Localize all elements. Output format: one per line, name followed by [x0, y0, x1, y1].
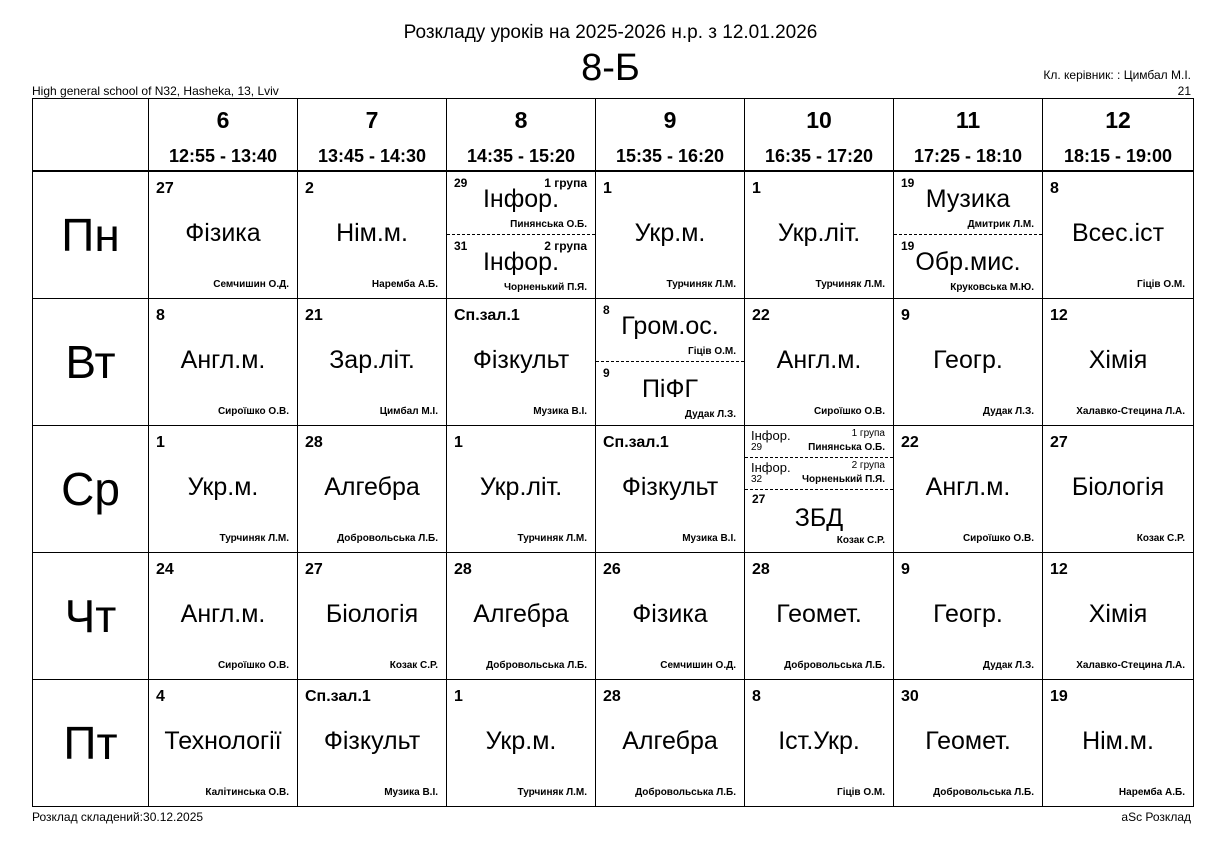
- lesson: [447, 680, 595, 806]
- room-number: 2: [305, 180, 314, 197]
- split-lesson: [894, 235, 1042, 297]
- subject: Алгебра: [473, 600, 569, 628]
- lesson-cell: [1043, 299, 1194, 426]
- subject: Інфор.: [482, 248, 560, 276]
- lesson-cell: [894, 299, 1043, 426]
- teacher-name: Турчиняк Л.М.: [517, 787, 587, 798]
- period-number: 9: [663, 107, 677, 133]
- room-number: 27: [1050, 434, 1068, 451]
- teacher-name: Гіців О.М.: [837, 787, 885, 798]
- lesson-cell: [894, 680, 1043, 807]
- subject: Обр.мис.: [915, 248, 1021, 276]
- split-lesson: [894, 172, 1042, 235]
- teacher-name: Наремба А.Б.: [1118, 787, 1185, 798]
- teacher-name: Дмитрик Л.М.: [967, 219, 1034, 230]
- teacher-name: Козак С.Р.: [389, 660, 438, 671]
- subject: Фізика: [632, 600, 708, 628]
- room-number: 27: [752, 492, 766, 506]
- teacher-name: Музика В.І.: [384, 787, 438, 798]
- subject: Укр.м.: [634, 219, 706, 247]
- subject: Укр.м.: [485, 727, 557, 755]
- lesson: [596, 299, 744, 425]
- teacher-name: Сироїшко О.В.: [962, 533, 1034, 544]
- subject: Англ.м.: [925, 473, 1011, 501]
- lesson: [447, 172, 595, 298]
- lesson-cell: [894, 553, 1043, 680]
- room-number: 27: [305, 561, 323, 578]
- lesson: [447, 426, 595, 552]
- period-header: [149, 99, 298, 172]
- subject: Алгебра: [622, 727, 718, 755]
- lesson-cell: [298, 426, 447, 553]
- subject: Алгебра: [324, 473, 420, 501]
- lesson-cell: [298, 299, 447, 426]
- teacher-name: Чорненький П.Я.: [503, 282, 587, 293]
- lesson-cell: [149, 426, 298, 553]
- teacher-name: Халавко-Стецина Л.А.: [1076, 660, 1185, 671]
- lesson-cell: [894, 171, 1043, 299]
- subject: Хімія: [1088, 346, 1148, 374]
- lesson-cell: [596, 171, 745, 299]
- subject: Англ.м.: [180, 346, 266, 374]
- day-cell: [33, 680, 149, 807]
- lesson-cell: [149, 171, 298, 299]
- subject: Геомет.: [776, 600, 862, 628]
- day-name: Пн: [61, 209, 120, 261]
- period-time: 12:55 - 13:40: [168, 146, 278, 166]
- room-number: Сп.зал.1: [603, 434, 669, 451]
- lesson-cell: [1043, 553, 1194, 680]
- lesson: [596, 426, 744, 552]
- group-label: 1 група: [851, 428, 885, 439]
- subject: Фізкульт: [323, 727, 421, 755]
- room-number: 1: [156, 434, 165, 451]
- period-time: 18:15 - 19:00: [1063, 146, 1173, 166]
- room-number: 26: [603, 561, 621, 578]
- lesson-cell: [1043, 680, 1194, 807]
- period-number: 11: [955, 107, 981, 133]
- split-lesson: [596, 299, 744, 362]
- lesson-cell: [596, 680, 745, 807]
- period-header: [745, 99, 894, 172]
- subject: Нім.м.: [1082, 727, 1154, 755]
- lesson: [149, 299, 297, 425]
- lesson: [745, 680, 893, 806]
- teacher-name: Козак С.Р.: [836, 535, 885, 546]
- teacher-name: Калітинська О.В.: [205, 787, 289, 798]
- lesson: [298, 553, 446, 679]
- lesson: [596, 553, 744, 679]
- lesson: [596, 172, 744, 298]
- lesson-cell: [298, 553, 447, 680]
- day-name: Вт: [65, 336, 116, 388]
- split-lesson: [596, 362, 744, 424]
- period-header: [1043, 99, 1194, 172]
- lesson: [894, 553, 1042, 679]
- group-label: 1 група: [544, 176, 587, 190]
- subject: Фізкульт: [472, 346, 570, 374]
- lesson: [298, 172, 446, 298]
- subject: Укр.літ.: [479, 473, 563, 501]
- day-cell: [33, 553, 149, 680]
- lesson: [745, 172, 893, 298]
- room-number: 28: [603, 688, 621, 705]
- lesson-cell: [447, 680, 596, 807]
- room-number: 8: [752, 688, 761, 705]
- teacher-name: Турчиняк Л.М.: [815, 279, 885, 290]
- teacher-name: Чорненький П.Я.: [801, 474, 885, 485]
- lesson: [149, 680, 297, 806]
- teacher-name: Сироїшко О.В.: [813, 406, 885, 417]
- split-lesson: [447, 235, 595, 297]
- lesson-cell: [447, 426, 596, 553]
- teacher-name: Турчиняк Л.М.: [219, 533, 289, 544]
- school-name: High general school of N32, Hasheka, 13, Lviv: [32, 84, 279, 98]
- subject: ЗБД: [794, 504, 844, 532]
- group-label: 2 група: [544, 239, 587, 253]
- subject: Англ.м.: [776, 346, 862, 374]
- lesson: [1043, 299, 1193, 425]
- subject: Фізкульт: [621, 473, 719, 501]
- period-time: 17:25 - 18:10: [913, 146, 1023, 166]
- lesson-cell: [596, 426, 745, 553]
- lesson: [745, 553, 893, 679]
- subject: Хімія: [1088, 600, 1148, 628]
- generated-date: Розклад складений:30.12.2025: [32, 810, 204, 824]
- room-number: 1: [454, 688, 463, 705]
- header-corner: [33, 99, 149, 172]
- lesson: [149, 172, 297, 298]
- teacher-name: Добровольська Л.Б.: [784, 660, 885, 671]
- room-number: 8: [1050, 180, 1059, 197]
- room-number: 31: [454, 239, 468, 253]
- period-number: 7: [365, 107, 379, 133]
- lesson-cell: [894, 426, 1043, 553]
- room-number: 1: [454, 434, 463, 451]
- subject: Укр.літ.: [777, 219, 861, 247]
- teacher-name: Семчишин О.Д.: [213, 279, 289, 290]
- teacher-name: Турчиняк Л.М.: [517, 533, 587, 544]
- lesson-cell: [447, 171, 596, 299]
- period-time: 13:45 - 14:30: [317, 146, 427, 166]
- day-name: Ср: [61, 463, 120, 515]
- group-label: 2 група: [851, 460, 885, 471]
- room-number: 28: [454, 561, 472, 578]
- subject: Нім.м.: [336, 219, 408, 247]
- subject: Геогр.: [933, 600, 1003, 628]
- subject: Всес.іст: [1071, 219, 1165, 247]
- room-number: 4: [156, 688, 165, 705]
- room-number: 28: [305, 434, 323, 451]
- lesson: [745, 299, 893, 425]
- lesson: [298, 680, 446, 806]
- teacher-name: Пинянська О.Б.: [510, 219, 587, 230]
- lesson-cell: [447, 299, 596, 426]
- subject: Геомет.: [925, 727, 1011, 755]
- period-header: [447, 99, 596, 172]
- period-header: [596, 99, 745, 172]
- lesson-cell: [745, 553, 894, 680]
- room-number: 28: [752, 561, 770, 578]
- subject: ПіФГ: [641, 375, 699, 403]
- room-number: 22: [752, 307, 770, 324]
- room-number: 29: [454, 176, 468, 190]
- room-number: 8: [156, 307, 165, 324]
- teacher-name: Сироїшко О.В.: [217, 660, 289, 671]
- split-lesson: [745, 488, 893, 552]
- lesson-cell: [298, 171, 447, 299]
- teacher-name: Добровольська Л.Б.: [933, 787, 1034, 798]
- teacher-name: Добровольська Л.Б.: [486, 660, 587, 671]
- class-teacher: Кл. керівник: : Цимбал М.І.: [1043, 68, 1191, 82]
- subject: Гром.ос.: [621, 312, 719, 340]
- room-number: 19: [901, 239, 915, 253]
- lesson: [1043, 680, 1193, 806]
- timetable: [32, 98, 1194, 807]
- room-number: 21: [305, 307, 323, 324]
- teacher-name: Козак С.Р.: [1136, 533, 1185, 544]
- subject: Інфор.: [751, 428, 791, 443]
- teacher-name: Дудак Л.З.: [982, 406, 1034, 417]
- period-time: 16:35 - 17:20: [764, 146, 874, 166]
- room-number: 9: [901, 561, 910, 578]
- lesson-cell: [298, 680, 447, 807]
- subject: Інфор.: [482, 185, 560, 213]
- lesson-cell: [149, 680, 298, 807]
- room-number: 32: [751, 474, 763, 485]
- teacher-name: Пинянська О.Б.: [808, 442, 885, 453]
- lesson: [298, 426, 446, 552]
- split-lesson: [745, 458, 893, 490]
- lesson-cell: [1043, 171, 1194, 299]
- period-header: [298, 99, 447, 172]
- lesson-cell: [1043, 426, 1194, 553]
- teacher-name: Добровольська Л.Б.: [337, 533, 438, 544]
- period-time: 14:35 - 15:20: [466, 146, 576, 166]
- home-room: 21: [1177, 84, 1191, 98]
- generator-name: aSc Розклад: [1121, 810, 1191, 824]
- room-number: 8: [603, 303, 610, 317]
- teacher-name: Цимбал М.І.: [379, 406, 438, 417]
- lesson: [149, 553, 297, 679]
- lesson: [894, 680, 1042, 806]
- lesson-cell: [745, 299, 894, 426]
- lesson-cell: [149, 299, 298, 426]
- day-cell: [33, 171, 149, 299]
- room-number: 1: [752, 180, 761, 197]
- teacher-name: Добровольська Л.Б.: [635, 787, 736, 798]
- teacher-name: Халавко-Стецина Л.А.: [1076, 406, 1185, 417]
- room-number: Сп.зал.1: [454, 307, 520, 324]
- teacher-name: Дудак Л.З.: [684, 409, 736, 420]
- lesson-cell: [745, 680, 894, 807]
- lesson-cell: [596, 299, 745, 426]
- subject: Музика: [925, 185, 1011, 213]
- room-number: 1: [603, 180, 612, 197]
- room-number: 19: [1050, 688, 1068, 705]
- lesson: [894, 172, 1042, 298]
- teacher-name: Гіців О.М.: [688, 346, 736, 357]
- lesson: [149, 426, 297, 552]
- period-number: 6: [216, 107, 230, 133]
- period-time: 15:35 - 16:20: [615, 146, 725, 166]
- subject: Фізика: [185, 219, 261, 247]
- subject: Технології: [164, 727, 282, 755]
- subject: Англ.м.: [180, 600, 266, 628]
- room-number: 19: [901, 176, 915, 190]
- room-number: 29: [751, 442, 763, 453]
- subject: Геогр.: [933, 346, 1003, 374]
- subject: Зар.літ.: [329, 346, 415, 374]
- subject: Укр.м.: [187, 473, 259, 501]
- teacher-name: Гіців О.М.: [1137, 279, 1185, 290]
- period-number: 8: [514, 107, 528, 133]
- room-number: 9: [901, 307, 910, 324]
- teacher-name: Дудак Л.З.: [982, 660, 1034, 671]
- room-number: Сп.зал.1: [305, 688, 371, 705]
- day-name: Пт: [63, 717, 118, 769]
- lesson: [1043, 553, 1193, 679]
- day-cell: [33, 426, 149, 553]
- teacher-name: Музика В.І.: [533, 406, 587, 417]
- subject: Іст.Укр.: [778, 727, 860, 755]
- teacher-name: Турчиняк Л.М.: [666, 279, 736, 290]
- split-lesson: [447, 172, 595, 235]
- teacher-name: Круковська М.Ю.: [950, 282, 1034, 293]
- teacher-name: Музика В.І.: [682, 533, 736, 544]
- day-cell: [33, 299, 149, 426]
- room-number: 27: [156, 180, 174, 197]
- teacher-name: Наремба А.Б.: [371, 279, 438, 290]
- teacher-name: Сироїшко О.В.: [217, 406, 289, 417]
- teacher-name: Семчишин О.Д.: [660, 660, 736, 671]
- room-number: 22: [901, 434, 919, 451]
- lesson-cell: [745, 171, 894, 299]
- day-name: Чт: [64, 590, 117, 642]
- class-name: 8-Б: [581, 47, 640, 89]
- lesson: [1043, 172, 1193, 298]
- subject: Інфор.: [751, 460, 791, 475]
- room-number: 9: [603, 366, 610, 380]
- room-number: 24: [156, 561, 174, 578]
- lesson: [596, 680, 744, 806]
- room-number: 30: [901, 688, 919, 705]
- lesson-cell: [596, 553, 745, 680]
- period-number: 10: [806, 107, 832, 133]
- period-number: 12: [1105, 107, 1131, 133]
- schedule-title: Розкладу уроків на 2025-2026 н.р. з 12.01.2026: [403, 22, 818, 43]
- lesson-cell: [149, 553, 298, 680]
- room-number: 12: [1050, 561, 1068, 578]
- lesson: [894, 299, 1042, 425]
- room-number: 12: [1050, 307, 1068, 324]
- lesson-cell: [745, 426, 894, 553]
- subject: Біологія: [325, 600, 419, 628]
- lesson: [894, 426, 1042, 552]
- lesson-cell: [447, 553, 596, 680]
- subject: Біологія: [1071, 473, 1165, 501]
- lesson: [1043, 426, 1193, 552]
- split-lesson: [745, 426, 893, 458]
- period-header: [894, 99, 1043, 172]
- lesson: [447, 299, 595, 425]
- lesson: [745, 426, 893, 552]
- lesson: [447, 553, 595, 679]
- lesson: [298, 299, 446, 425]
